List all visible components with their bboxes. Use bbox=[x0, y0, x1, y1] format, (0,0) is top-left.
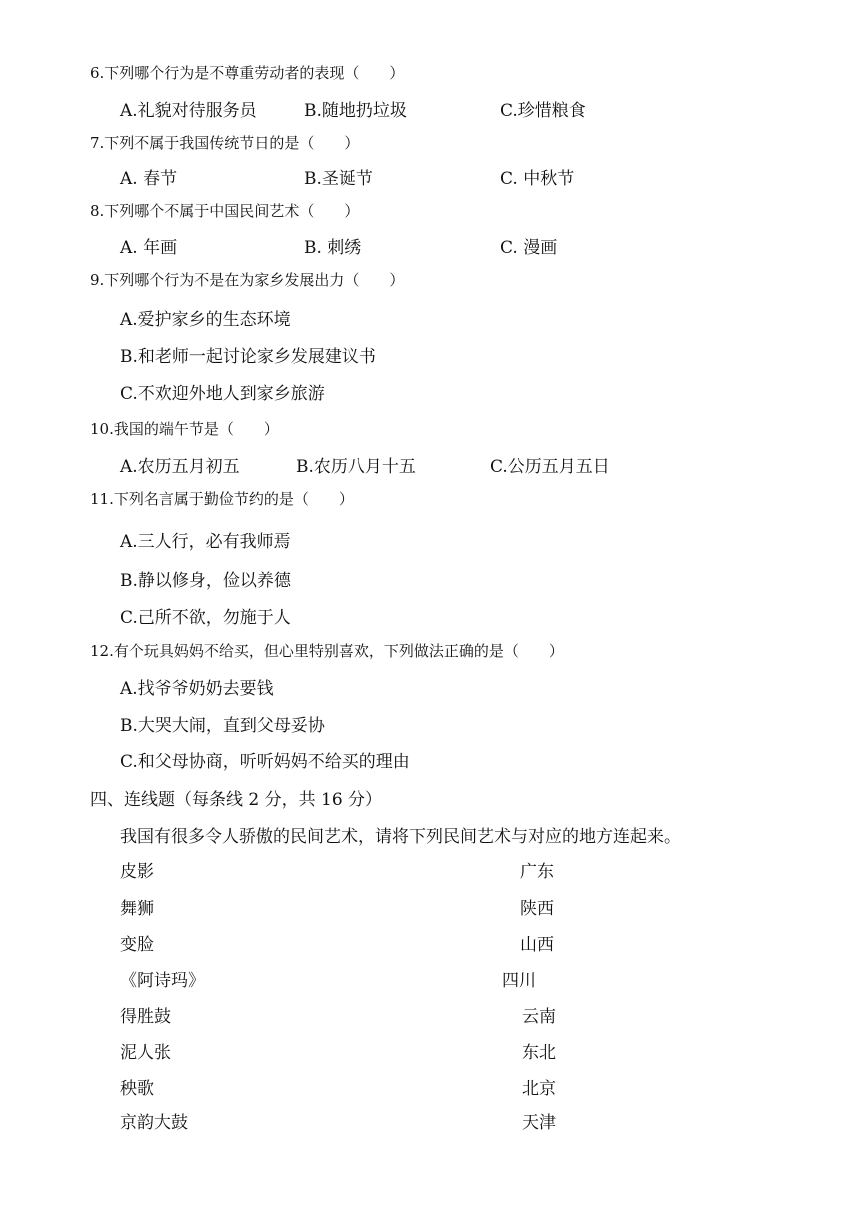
question-11-option-a[interactable]: A.三人行，必有我师焉 bbox=[120, 532, 291, 552]
match-right-item[interactable]: 陕西 bbox=[520, 899, 554, 919]
question-7-stem: 7.下列不属于我国传统节日的是（ ） bbox=[90, 134, 360, 152]
section-4-instruction: 我国有很多令人骄傲的民间艺术，请将下列民间艺术与对应的地方连起来。 bbox=[120, 827, 681, 847]
question-10-option-b[interactable]: B.农历八月十五 bbox=[296, 457, 416, 477]
question-6-stem: 6.下列哪个行为是不尊重劳动者的表现（ ） bbox=[90, 64, 405, 82]
match-left-item[interactable]: 《阿诗玛》 bbox=[120, 971, 205, 991]
question-12-option-c[interactable]: C.和父母协商，听听妈妈不给买的理由 bbox=[120, 752, 410, 772]
question-8-option-c[interactable]: C. 漫画 bbox=[500, 238, 558, 258]
question-12-option-a[interactable]: A.找爷爷奶奶去要钱 bbox=[120, 679, 274, 699]
match-left-item[interactable]: 变脸 bbox=[120, 935, 154, 955]
question-9-option-c[interactable]: C.不欢迎外地人到家乡旅游 bbox=[120, 384, 325, 404]
match-right-item[interactable]: 东北 bbox=[522, 1043, 556, 1063]
match-left-item[interactable]: 京韵大鼓 bbox=[120, 1113, 188, 1133]
question-9-stem: 9.下列哪个行为不是在为家乡发展出力（ ） bbox=[90, 271, 405, 289]
question-9-option-a[interactable]: A.爱护家乡的生态环境 bbox=[120, 310, 291, 330]
question-11-stem: 11.下列名言属于勤俭节约的是（ ） bbox=[90, 490, 354, 508]
question-10-option-c[interactable]: C.公历五月五日 bbox=[490, 457, 610, 477]
match-right-item[interactable]: 云南 bbox=[522, 1007, 556, 1027]
question-11-option-c[interactable]: C.己所不欲，勿施于人 bbox=[120, 608, 291, 628]
question-6-option-c[interactable]: C.珍惜粮食 bbox=[500, 101, 586, 121]
match-right-item[interactable]: 广东 bbox=[520, 862, 554, 882]
question-12-stem: 12.有个玩具妈妈不给买，但心里特别喜欢，下列做法正确的是（ ） bbox=[90, 642, 564, 660]
match-left-item[interactable]: 秧歌 bbox=[120, 1079, 154, 1099]
question-6-option-b[interactable]: B.随地扔垃圾 bbox=[304, 101, 407, 121]
match-left-item[interactable]: 舞狮 bbox=[120, 899, 154, 919]
question-10-option-a[interactable]: A.农历五月初五 bbox=[120, 457, 240, 477]
question-12-option-b[interactable]: B.大哭大闹，直到父母妥协 bbox=[120, 716, 325, 736]
section-4-title: 四、连线题（每条线 2 分，共 16 分） bbox=[90, 790, 383, 810]
question-8-option-a[interactable]: A. 年画 bbox=[120, 238, 178, 258]
question-7-option-b[interactable]: B.圣诞节 bbox=[304, 169, 373, 189]
match-left-item[interactable]: 皮影 bbox=[120, 862, 154, 882]
match-left-item[interactable]: 泥人张 bbox=[120, 1043, 171, 1063]
match-left-item[interactable]: 得胜鼓 bbox=[120, 1007, 171, 1027]
question-7-option-c[interactable]: C. 中秋节 bbox=[500, 169, 575, 189]
match-right-item[interactable]: 天津 bbox=[522, 1113, 556, 1133]
match-right-item[interactable]: 北京 bbox=[522, 1079, 556, 1099]
match-right-item[interactable]: 山西 bbox=[520, 935, 554, 955]
question-7-option-a[interactable]: A. 春节 bbox=[120, 169, 178, 189]
match-right-item[interactable]: 四川 bbox=[502, 971, 536, 991]
question-8-option-b[interactable]: B. 刺绣 bbox=[304, 238, 362, 258]
question-10-stem: 10.我国的端午节是（ ） bbox=[90, 420, 279, 438]
question-6-option-a[interactable]: A.礼貌对待服务员 bbox=[120, 101, 257, 121]
question-8-stem: 8.下列哪个不属于中国民间艺术（ ） bbox=[90, 202, 360, 220]
question-11-option-b[interactable]: B.静以修身，俭以养德 bbox=[120, 571, 291, 591]
question-9-option-b[interactable]: B.和老师一起讨论家乡发展建议书 bbox=[120, 347, 376, 367]
